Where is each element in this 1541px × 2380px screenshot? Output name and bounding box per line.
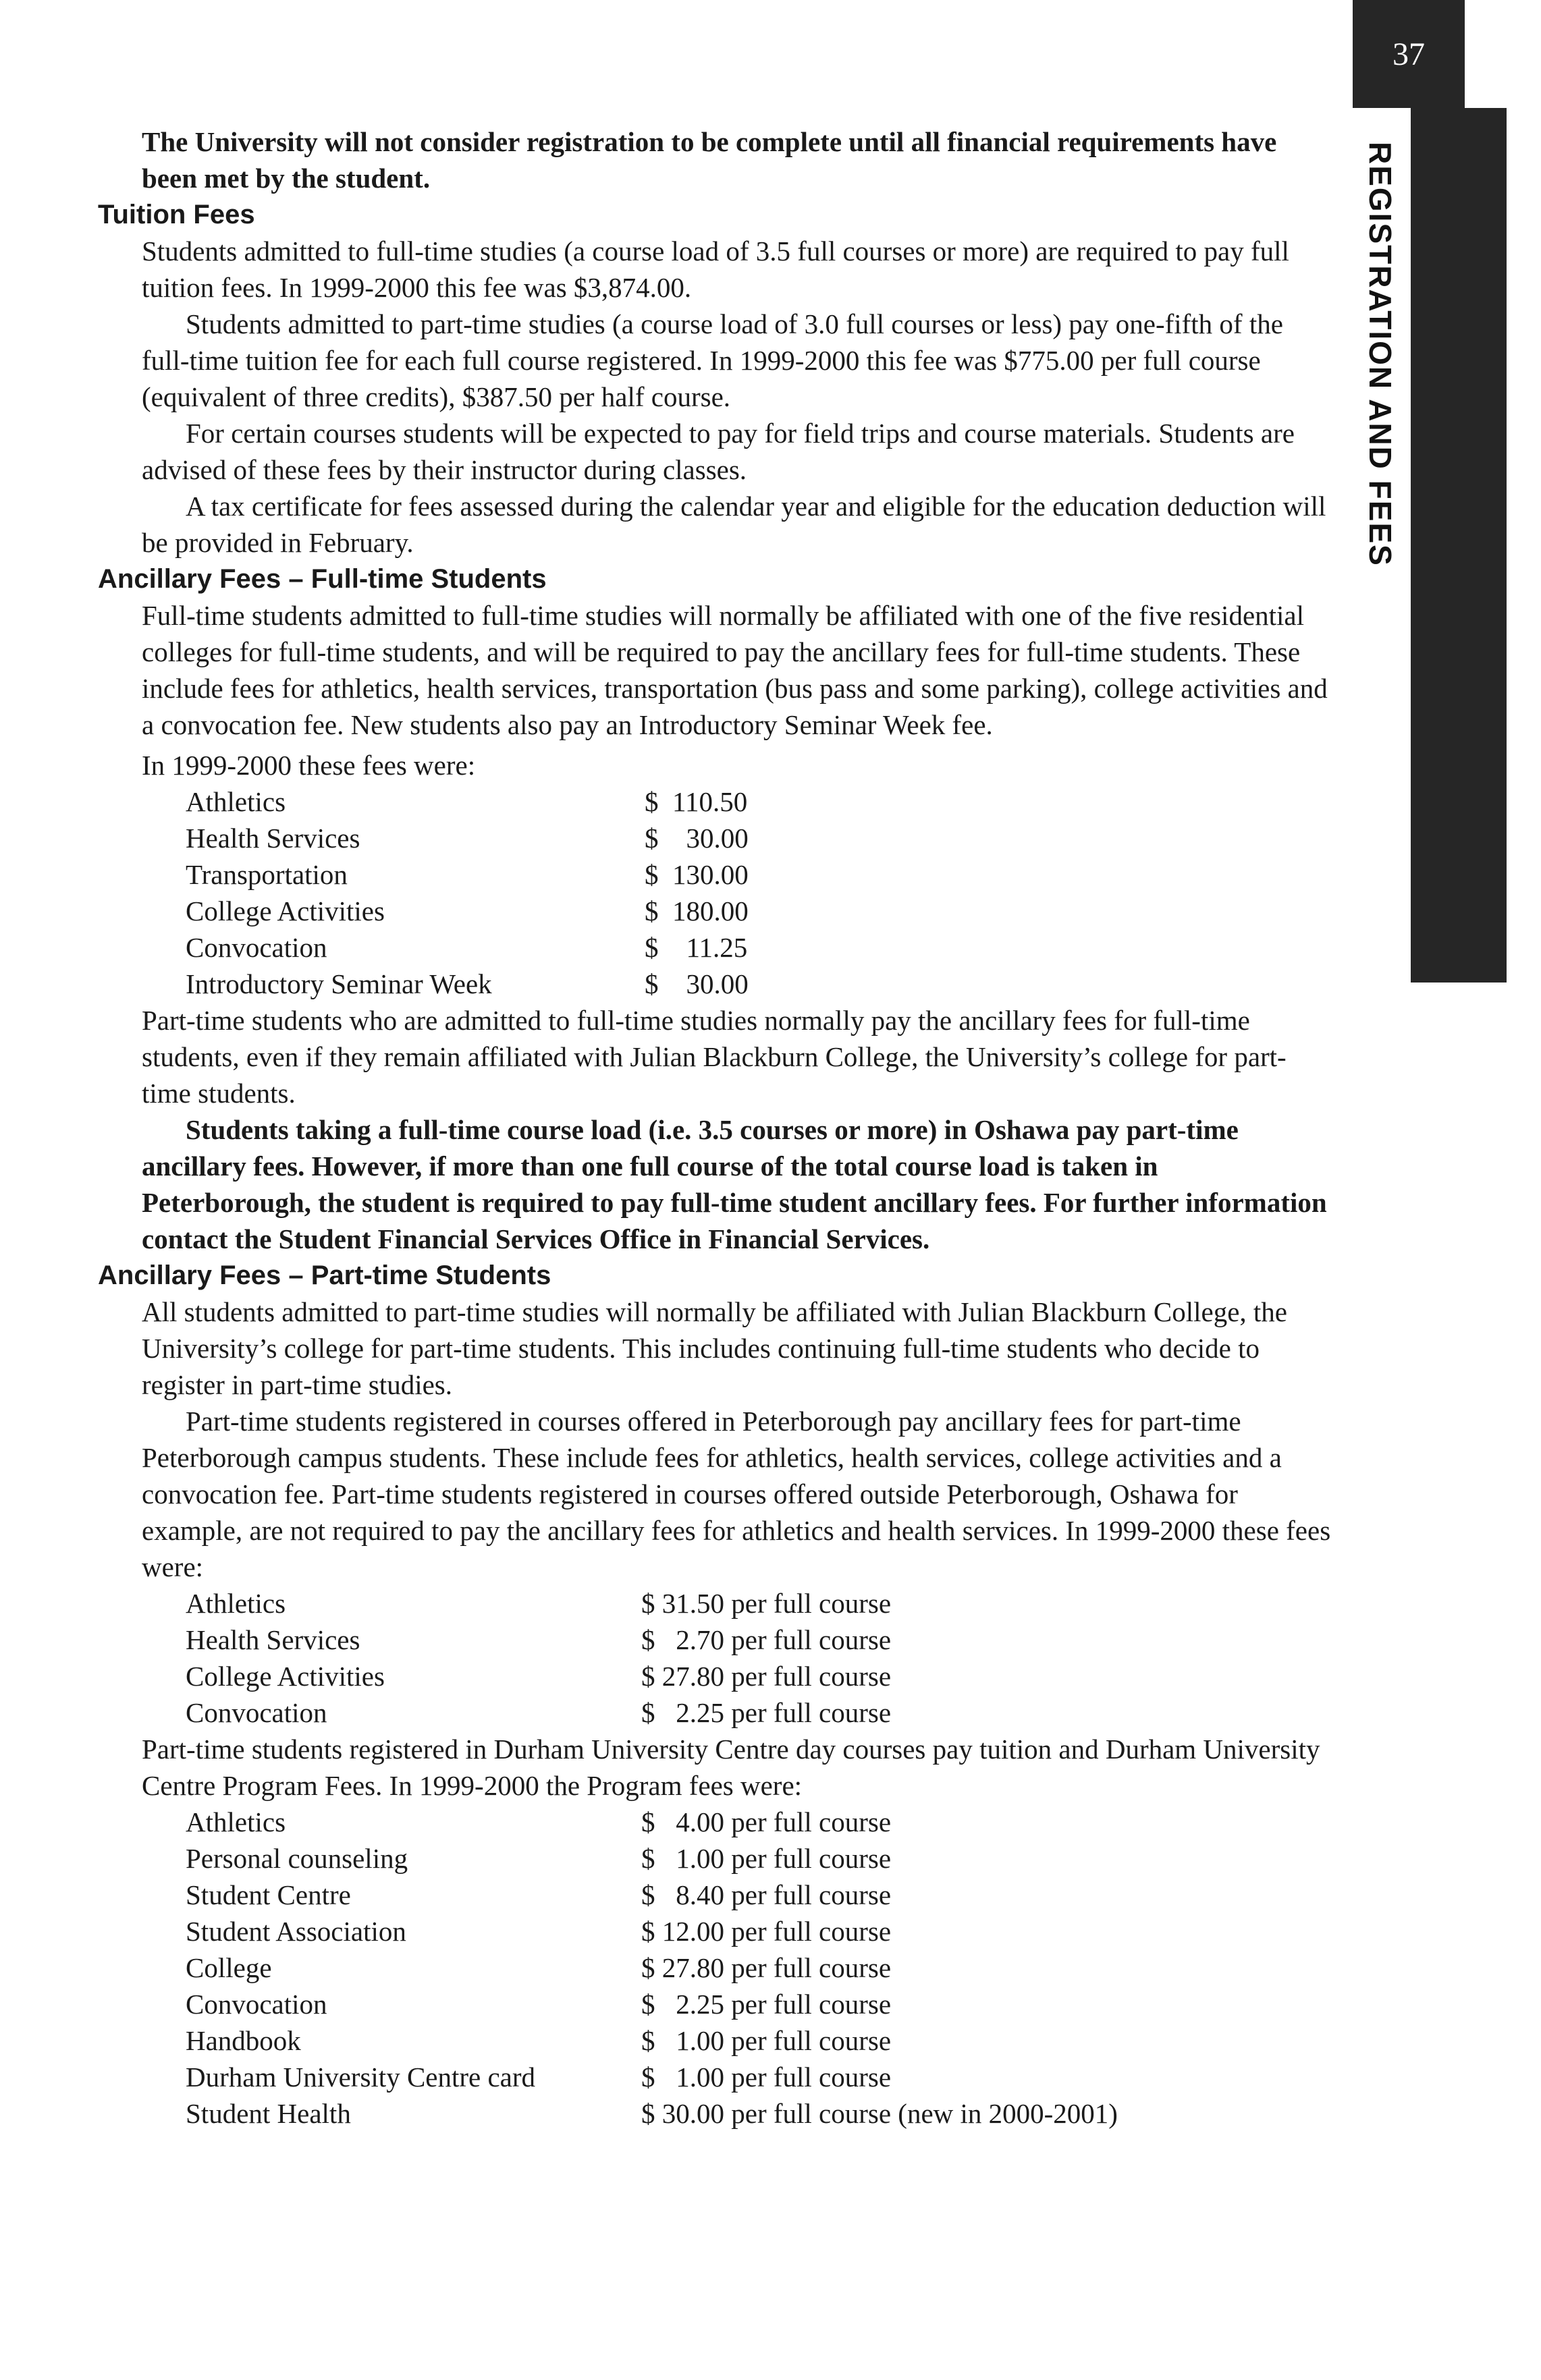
ancillary-part-paragraph-2: Part-time students registered in courses offered in Peterborough pay ancillary fees for part-time Peterborough campus students. These include fees for athletics, health services, college activities and a convocation fee. Part-time students registered in courses offered outside Peterborough, Oshawa for example, are not required to pay the ancillary fees for athletics and health services. In 1999-2000 these fees were: [142,1406,1331,1582]
table-row [186,929,749,966]
fee-label: Athletics [186,1588,286,1619]
ancillary-part-heading: Ancillary Fees – Part-time Students [98,1261,551,1290]
ancillary-full-section [98,597,1333,783]
fee-amount: $ 4.00 per full course [641,1806,892,1837]
table-row [186,856,749,893]
fee-label: College [186,1952,272,1983]
fee-label: Student Centre [186,1879,351,1910]
tuition-paragraph-2: Students admitted to part-time studies (a course load of 3.0 full courses or less) pay one-fifth of the full-time tuition fee for each full course registered. In 1999-2000 this fee was $775.00 per full course (equivalent of three credits), $387.50 per half course. [142,308,1283,412]
fee-label: Health Services [186,1624,360,1655]
fee-label: Introductory Seminar Week [186,968,492,999]
durham-paragraph: Part-time students registered in Durham University Centre day courses pay tuition and Durham University Centre Program Fees. In 1999-2000 the Program fees were: [142,1734,1320,1801]
ancillary-part-section [98,1294,1333,1585]
ancillary-full-paragraph-1: Full-time students admitted to full-time studies will normally be affiliated with one of the five residential colleges for full-time students, and will be required to pay the ancillary fees for full-time students. These include fees for athletics, health services, transportation (bus pass and some parking), college activities and a convocation fee. New students also pay an Introductory Seminar Week fee. [142,600,1328,740]
fee-label: Health Services [186,823,360,854]
fee-label: Transportation [186,859,348,890]
fee-amount: $ 30.00 [645,968,749,999]
fee-amount: $ 1.00 per full course [641,2061,892,2093]
table-row [186,1804,1118,1840]
ancillary-part-paragraph-1: All students admitted to part-time studies will normally be affiliated with Julian Blackburn College, the University’s college for part-time students. This includes continuing full-time students who decide to register in part-time studies. [142,1296,1287,1400]
section-tab [1359,132,1401,577]
tuition-paragraph-3: For certain courses students will be expected to pay for field trips and course materials. Students are advised of these fees by their instructor during classes. [142,418,1295,485]
table-row [186,2059,1118,2095]
table-row [186,1913,1118,1949]
durham-section [98,1731,1333,1804]
fee-amount: $ 30.00 per full course (new in 2000-2001) [641,2098,1118,2129]
fee-label: College Activities [186,895,385,926]
fee-amount: $ 31.50 per full course [641,1588,892,1619]
table-row [186,1585,891,1622]
tuition-paragraph-1: Students admitted to full-time studies (a course load of 3.5 full courses or more) are required to pay full tuition fees. In 1999-2000 this fee was $3,874.00. [142,236,1289,303]
fee-amount: $ 2.25 per full course [641,1697,892,1728]
section-tab-label: REGISTRATION AND FEES [1363,142,1398,567]
fee-amount: $ 110.50 [645,786,748,817]
fee-label: Student Association [186,1916,406,1947]
ancillary-full-heading: Ancillary Fees – Full-time Students [98,564,547,594]
table-row [186,820,749,856]
table-row [186,1622,891,1658]
intro-notice: The University will not consider registration to be complete until all financial requirements have been met by the student. [142,126,1277,194]
ancillary-full-section-continued [98,1002,1333,1257]
table-row [186,2022,1118,2059]
fee-amount: $ 12.00 per full course [641,1916,892,1947]
table-row [186,2095,1118,2132]
tuition-paragraph-4: A tax certificate for fees assessed during the calendar year and eligible for the education deduction will be provided in February. [142,491,1326,558]
fee-amount: $ 180.00 [645,895,749,926]
table-row [186,783,749,820]
oshawa-notice: Students taking a full-time course load (i.e. 3.5 courses or more) in Oshawa pay part-time ancillary fees. However, if more than one full course of the total course load is taken in Peterborough, the student is required to pay full-time student ancillary fees. For further information contact the Student Financial Services Office in Financial Services. [142,1114,1327,1254]
fee-amount: $ 130.00 [645,859,749,890]
fee-label: Athletics [186,1806,286,1837]
fee-label: Handbook [186,2025,301,2056]
page-number: 37 [1353,0,1465,108]
fee-amount: $ 1.00 per full course [641,1843,892,1874]
ancillary-full-paragraph-2: Part-time students who are admitted to full-time studies normally pay the ancillary fees for full-time students, even if they remain affiliated with Julian Blackburn College, the University’s college for part-time students. [142,1005,1287,1109]
fee-label: Durham University Centre card [186,2061,536,2093]
fee-label: Student Health [186,2098,351,2129]
fee-amount: $ 11.25 [645,932,748,963]
fee-label: Convocation [186,1697,327,1728]
fee-amount: $ 27.80 per full course [641,1952,892,1983]
fee-label: Personal counseling [186,1843,408,1874]
table-row [186,1840,1118,1877]
fee-amount: $ 1.00 per full course [641,2025,892,2056]
table-row [186,1694,891,1731]
fee-amount: $ 2.25 per full course [641,1989,892,2020]
fee-amount: $ 30.00 [645,823,749,854]
durham-fees-table [186,1804,1118,2132]
ancillary-full-list-intro: In 1999-2000 these fees were: [142,750,476,781]
part-time-fees-table [186,1585,891,1731]
page-content [98,123,1333,2132]
table-row [186,1658,891,1694]
table-row [186,1986,1118,2022]
fee-label: Convocation [186,1989,327,2020]
tuition-section [98,233,1333,561]
full-time-fees-table [186,783,749,1002]
table-row [186,966,749,1002]
fee-label: Athletics [186,786,286,817]
section-tab-bar [1411,108,1507,983]
fee-label: Convocation [186,932,327,963]
table-row [186,1949,1118,1986]
fee-label: College Activities [186,1661,385,1692]
table-row [186,893,749,929]
fee-amount: $ 8.40 per full course [641,1879,892,1910]
fee-amount: $ 27.80 per full course [641,1661,892,1692]
fee-amount: $ 2.70 per full course [641,1624,892,1655]
table-row [186,1877,1118,1913]
tuition-heading: Tuition Fees [98,200,255,229]
